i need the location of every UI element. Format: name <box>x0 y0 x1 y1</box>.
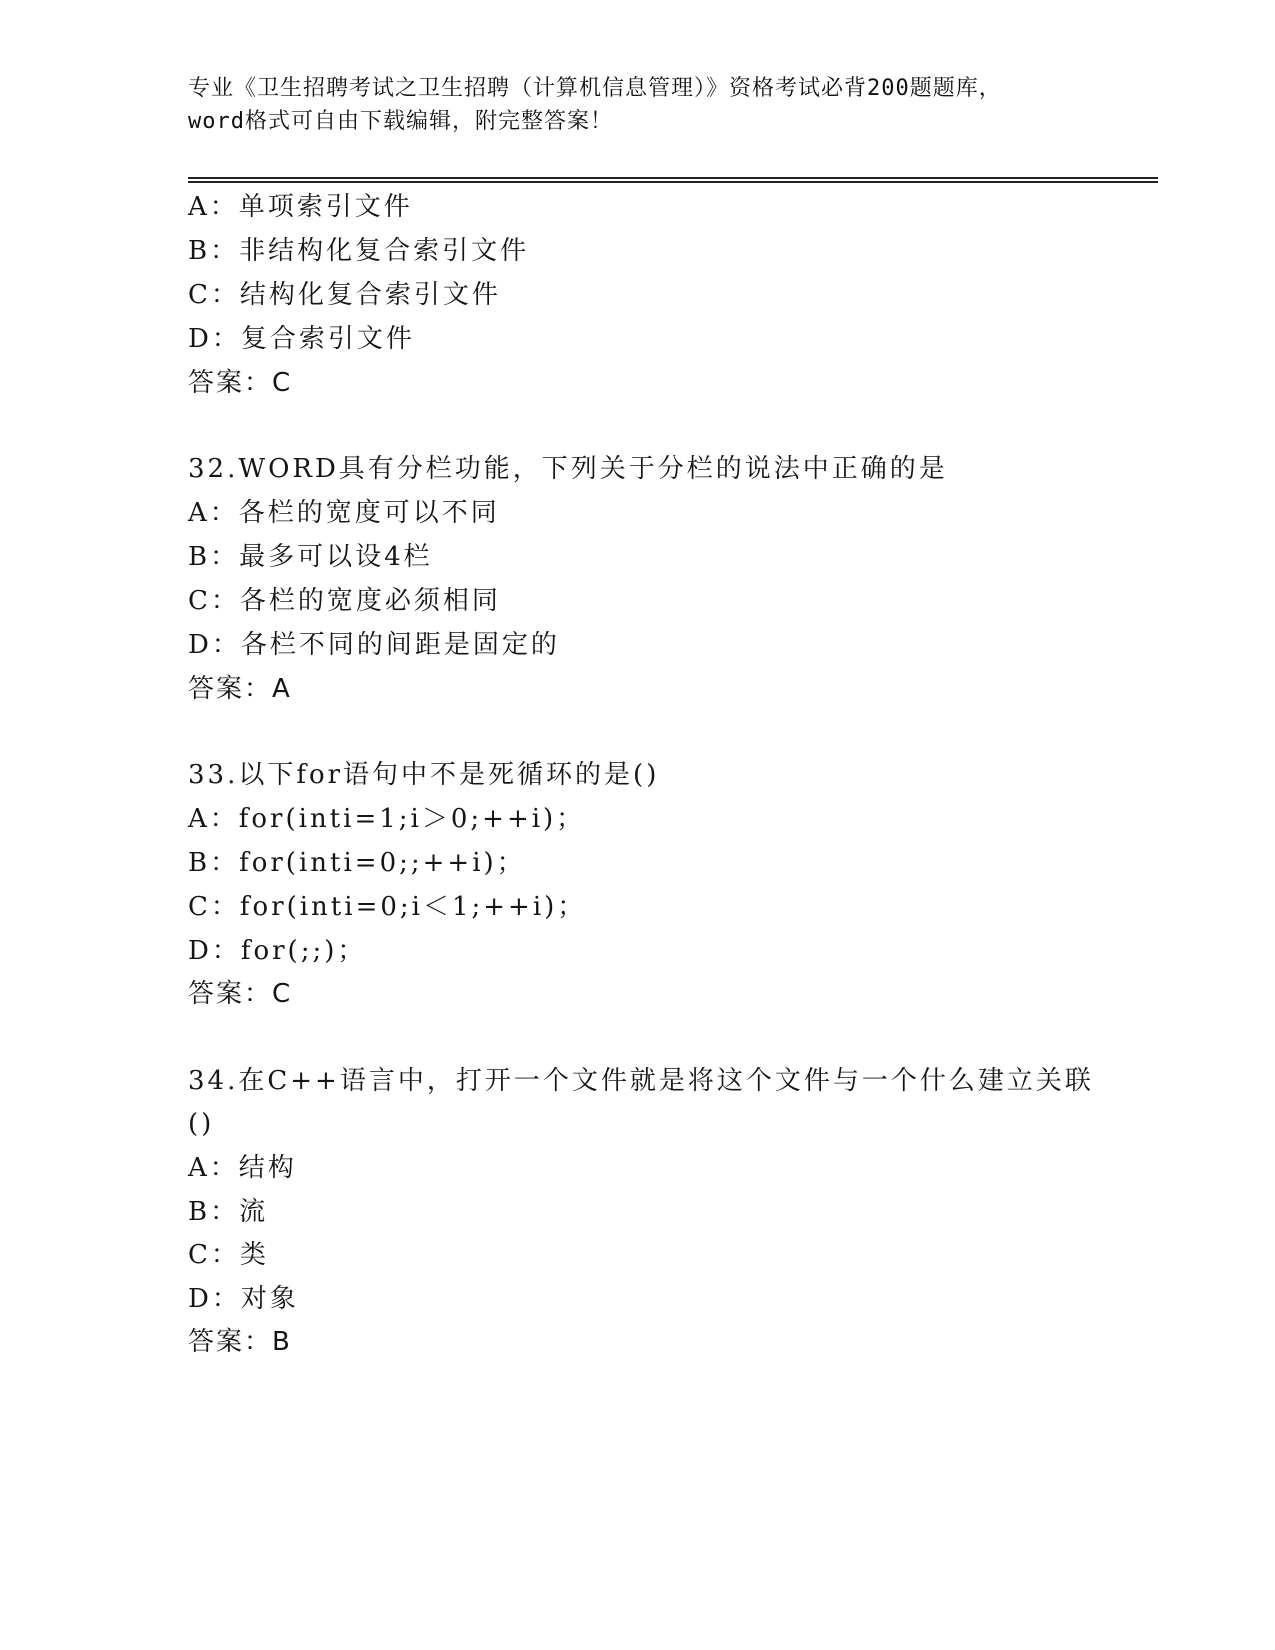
q32-option-a: A：各栏的宽度可以不同 <box>188 498 500 528</box>
q33-option-c: C：for(inti=0;i＜1;++i)； <box>188 892 587 922</box>
q32-answer: 答案：A <box>188 674 292 704</box>
q33-answer: 答案：C <box>188 979 293 1009</box>
q34-option-b: B：流 <box>188 1197 269 1227</box>
header-divider-top <box>188 177 1158 179</box>
q32-question: 32.WORD具有分栏功能，下列关于分栏的说法中正确的是 <box>188 454 948 484</box>
q34-option-c: C：类 <box>188 1240 269 1270</box>
q32-option-c: C：各栏的宽度必须相同 <box>188 586 501 616</box>
q31-option-a: A：单项索引文件 <box>188 192 413 222</box>
q31-option-b: B：非结构化复合索引文件 <box>188 236 530 266</box>
q33-question: 33.以下for语句中不是死循环的是() <box>188 760 660 790</box>
q31-answer: 答案：C <box>188 368 293 398</box>
q31-option-d: D：复合索引文件 <box>188 324 415 354</box>
q32-option-b: B：最多可以设4栏 <box>188 542 433 572</box>
q32-option-d: D：各栏不同的间距是固定的 <box>188 630 560 660</box>
q34-question-line-1: 34.在C++语言中，打开一个文件就是将这个文件与一个什么建立关联 <box>188 1066 1094 1096</box>
q34-option-d: D：对象 <box>188 1284 299 1314</box>
q34-option-a: A：结构 <box>188 1153 297 1183</box>
q33-option-a: A：for(inti=1;i＞0;++i)； <box>188 804 586 834</box>
q34-answer: 答案：B <box>188 1327 292 1357</box>
header-line-2: word格式可自由下载编辑，附完整答案！ <box>188 109 613 134</box>
header-line-1: 专业《卫生招聘考试之卫生招聘（计算机信息管理）》资格考试必背200题题库， <box>188 76 1002 101</box>
document-header <box>188 72 1088 138</box>
header-divider-bottom <box>188 181 1158 183</box>
q33-option-b: B：for(inti=0;;++i)； <box>188 848 526 878</box>
q33-option-d: D：for(;;)； <box>188 936 367 966</box>
q31-option-c: C：结构化复合索引文件 <box>188 280 501 310</box>
q34-question-line-2: () <box>188 1109 215 1139</box>
